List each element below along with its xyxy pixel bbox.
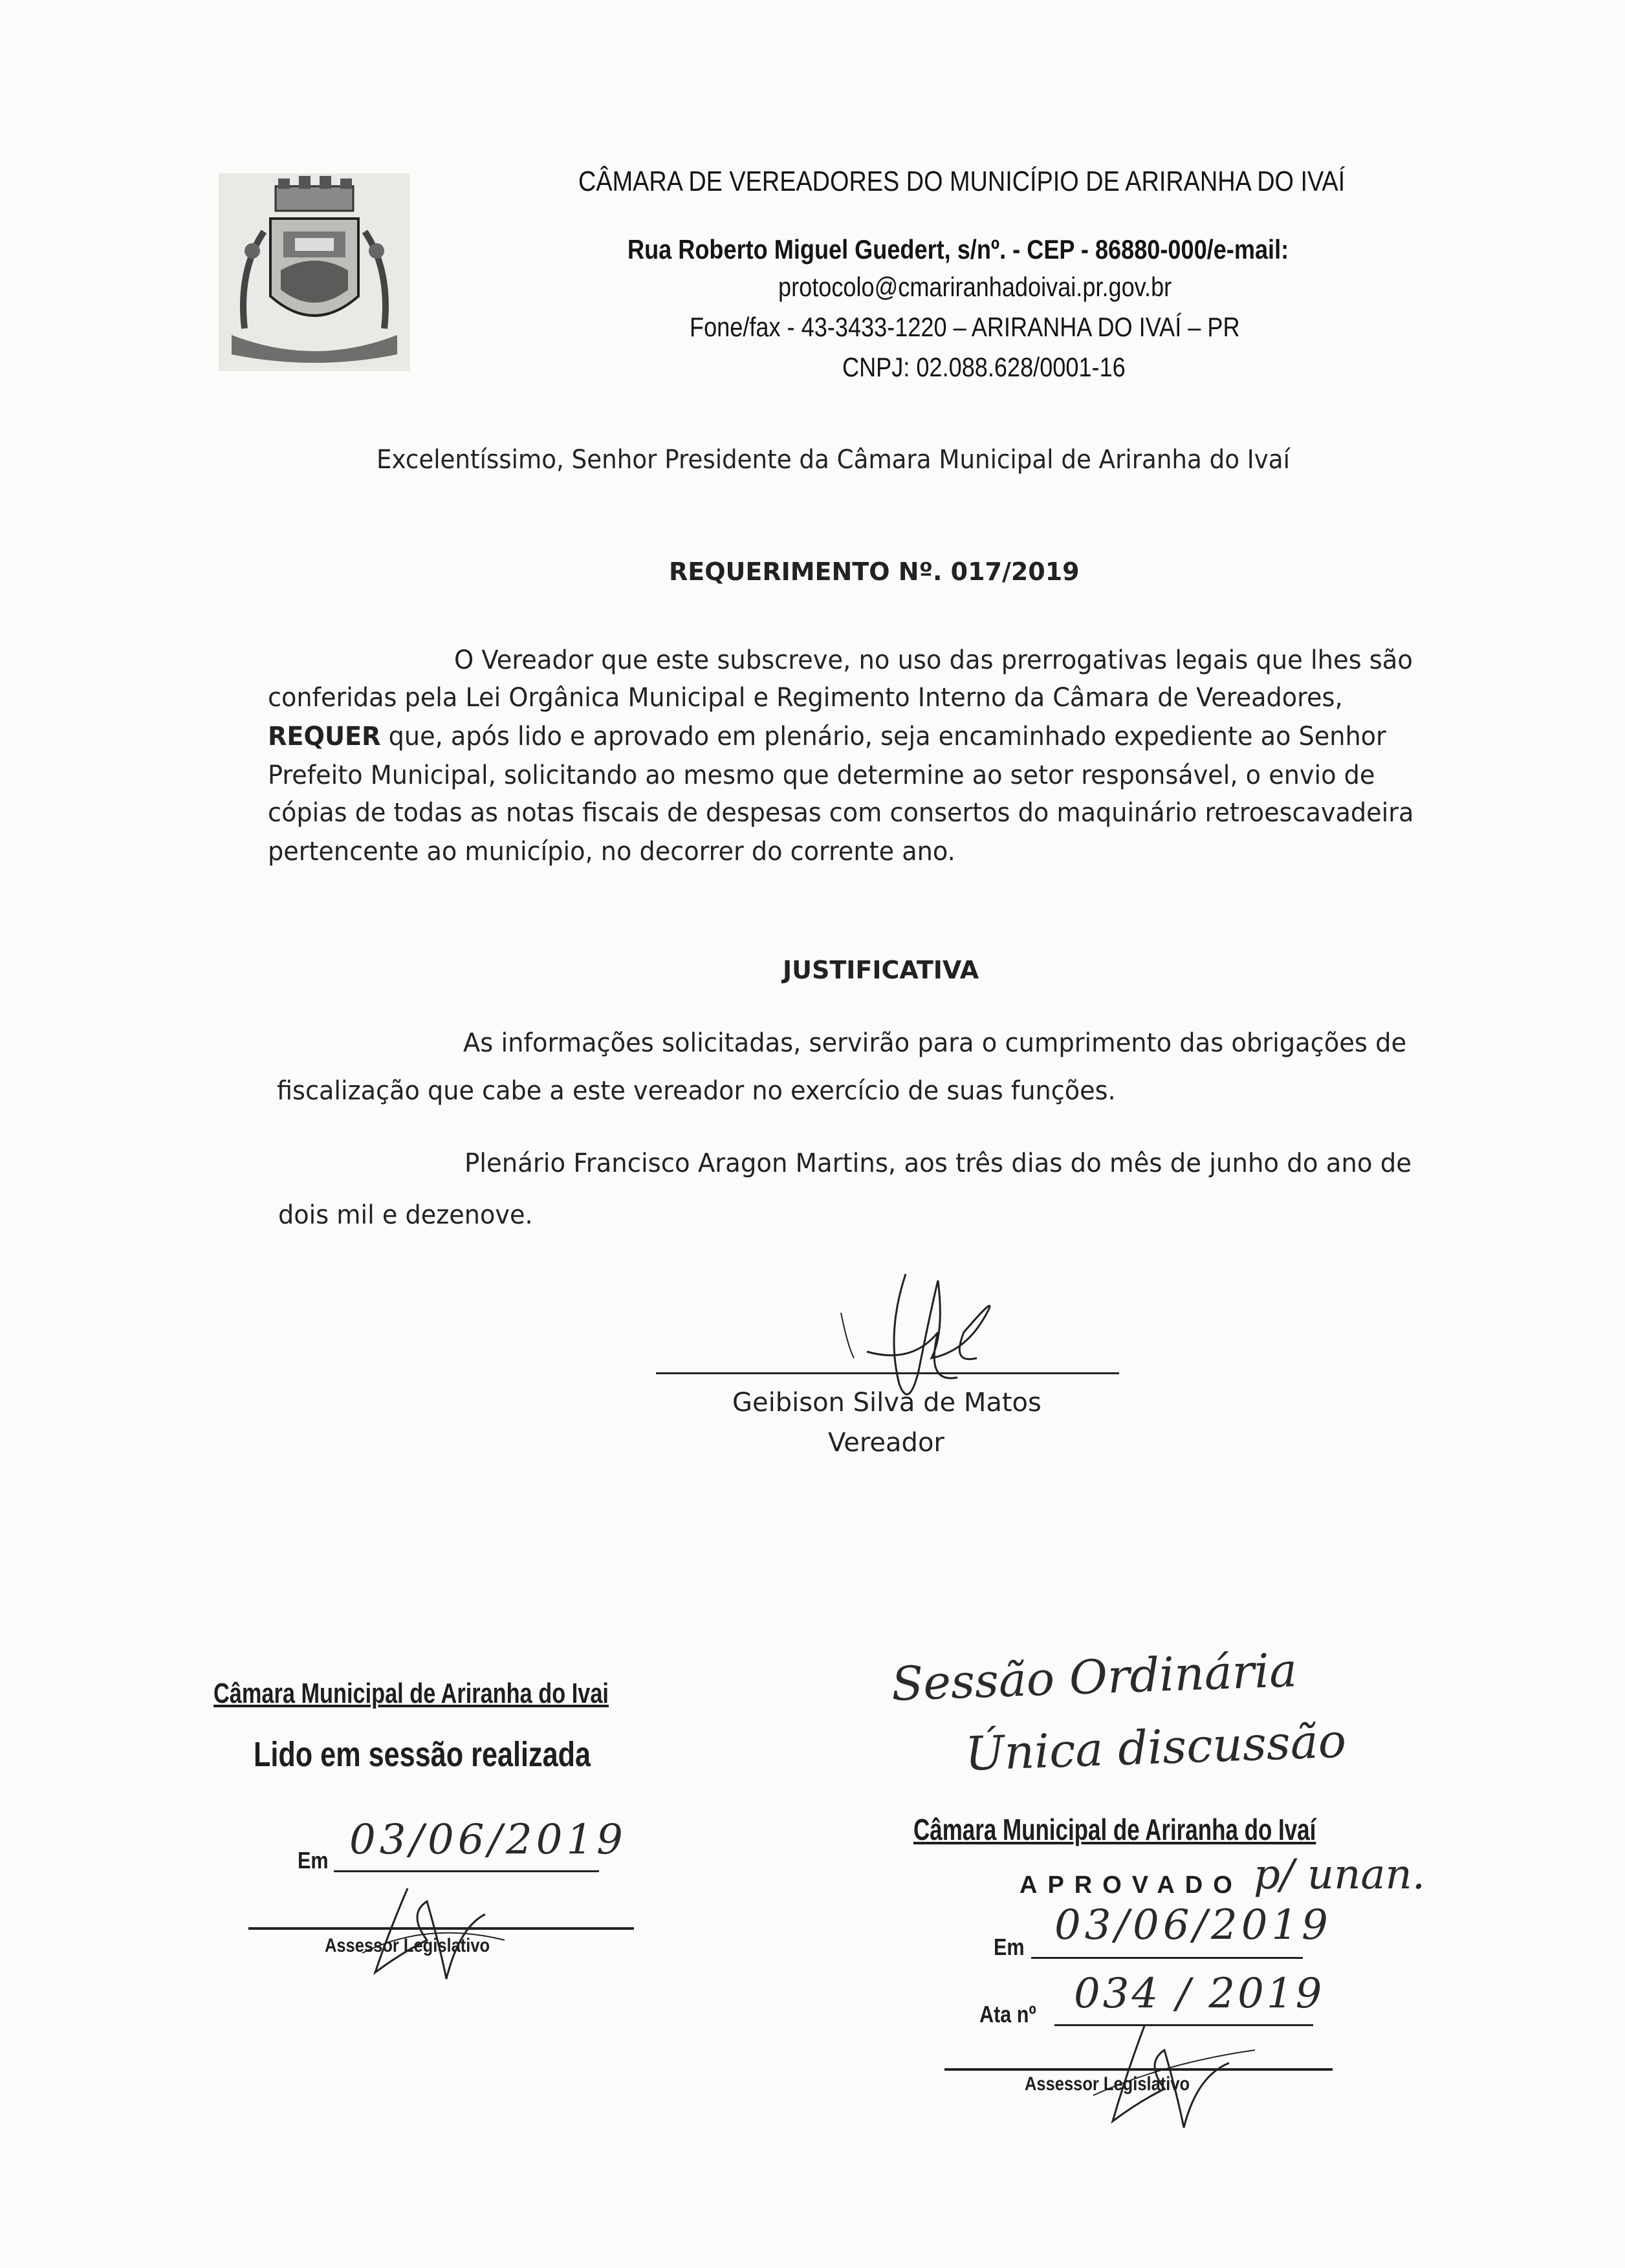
stamp-right-approved-label: APROVADO xyxy=(1020,1872,1243,1899)
justification-title: JUSTIFICATIVA xyxy=(783,956,979,984)
stamp-right-ata-label: Ata nº xyxy=(979,2001,1036,2027)
signatory-name: Geibison Silva de Matos xyxy=(732,1388,1042,1418)
justification-line-1: As informações solicitadas, servirão para o cumprimento das obrigações de xyxy=(463,1028,1407,1058)
institution-email[interactable]: protocolo@cmariranhadoivai.pr.gov.br xyxy=(778,272,1172,302)
stamp-left-signature xyxy=(349,1875,518,1985)
justification-line-2: fiscalização que cabe a este vereador no exercício de suas funções. xyxy=(277,1076,1116,1106)
stamp-left-date-value: 03/06/2019 xyxy=(349,1816,627,1864)
request-line-3-rest: que, após lido e aprovado em plenário, seja encaminhado expediente ao Senhor xyxy=(380,722,1386,751)
stamp-right-role: Assessor Legislativo xyxy=(1025,2073,1190,2095)
signature-line xyxy=(656,1372,1119,1374)
request-title: REQUERIMENTO Nº. 017/2019 xyxy=(669,557,1080,586)
stamp-right-date-line xyxy=(1031,1957,1303,1959)
institution-title: CÂMARA DE VEREADORES DO MUNICÍPIO DE ARIRANHA DO IVAÍ xyxy=(578,166,1346,197)
session-type-handwritten: Sessão Ordinária xyxy=(890,1643,1298,1711)
request-line-6: pertencente ao município, no decorrer do corrente ano. xyxy=(268,837,955,867)
request-line-2: conferidas pela Lei Orgânica Municipal e Regimento Interno da Câmara de Vereadores, xyxy=(268,683,1343,713)
stamp-left-subtitle: Lido em sessão realizada xyxy=(254,1735,591,1774)
stamp-right-title: Câmara Municipal de Ariranha do Ivaí xyxy=(913,1813,1316,1846)
closing-line-1: Plenário Francisco Aragon Martins, aos três dias do mês de junho do ano de xyxy=(464,1149,1412,1178)
stamp-left-title: Câmara Municipal de Ariranha do Ivai xyxy=(213,1678,609,1709)
salutation: Excelentíssimo, Senhor Presidente da Câmara Municipal de Ariranha do Ivaí xyxy=(376,445,1290,475)
institution-cnpj: CNPJ: 02.088.628/0001-16 xyxy=(842,352,1126,382)
municipal-coat-of-arms-icon xyxy=(219,173,410,371)
request-line-1: O Vereador que este subscreve, no uso das prerrogativas legais que lhes são xyxy=(454,645,1413,675)
stamp-right-approved-note: p/ unan. xyxy=(1254,1851,1426,1899)
stamp-right-ata-value: 034 / 2019 xyxy=(1074,1970,1325,2018)
stamp-left-date-line xyxy=(334,1870,599,1872)
request-line-4: Prefeito Municipal, solicitando ao mesmo que determine ao setor responsável, o envio de xyxy=(268,761,1375,790)
stamp-right-date-label: Em xyxy=(994,1934,1025,1960)
closing-line-2: dois mil e dezenove. xyxy=(278,1200,533,1230)
institution-phone: Fone/fax - 43-3433-1220 – ARIRANHA DO IVAÍ – PR xyxy=(690,312,1240,342)
stamp-left-role: Assessor Legislativo xyxy=(325,1935,490,1956)
stamp-left-date-label: Em xyxy=(298,1847,329,1874)
request-line-3 xyxy=(268,722,1386,751)
stamp-right-date-value: 03/06/2019 xyxy=(1054,1901,1332,1949)
institution-address: Rua Roberto Miguel Guedert, s/nº. - CEP - 86880-000/e-mail: xyxy=(627,234,1289,265)
request-keyword: REQUER xyxy=(268,722,381,751)
stamp-right-signature xyxy=(1074,2011,1268,2141)
signatory-role: Vereador xyxy=(828,1428,944,1458)
request-line-5: cópias de todas as notas fiscais de despesas com consertos do maquinário retroescavadeira xyxy=(268,798,1414,828)
discussion-handwritten: Única discussão xyxy=(964,1713,1347,1781)
